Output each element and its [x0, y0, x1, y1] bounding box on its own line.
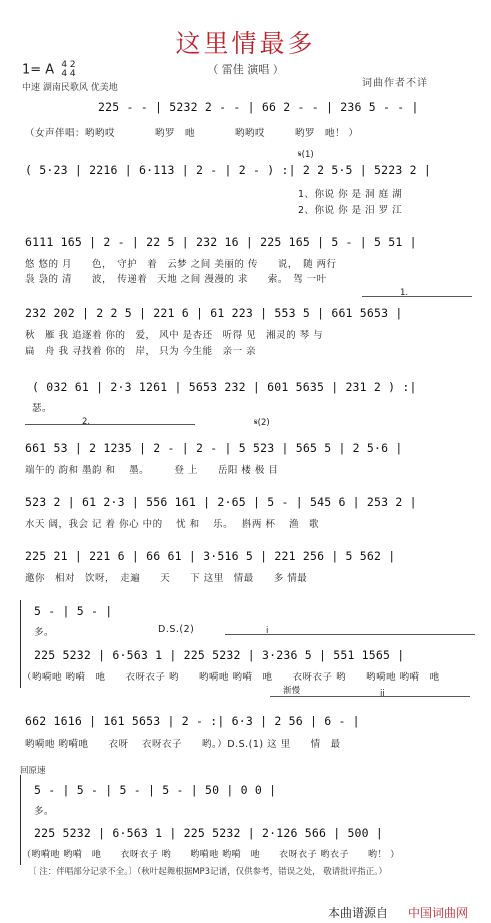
notation-line-12: 5 - | 5 - | 5 - | 5 - | 50 | 0 0 |: [34, 783, 277, 797]
section-bracket-ii: [270, 696, 470, 697]
lyric-line-11: 哟嗬吔 哟嗬吔 衣呀 衣呀衣子 哟。）D.S.(1) 这 里 情 最: [25, 739, 341, 750]
notation-line-7: 523 2 | 61 2·3 | 556 161 | 2·65 | 5 - | 545 6 | 253 2 |: [25, 495, 417, 509]
a-tempo-mark: 回原速: [20, 766, 46, 776]
notation-line-6: 661 53 | 2 1235 | 2 - | 2 - | 5 523 | 565 5 | 2 5·6 |: [25, 441, 403, 455]
section-i-label: i: [266, 626, 269, 636]
notation-line-13: 225 5232 | 6·563 1 | 225 5232 | 2·126 566 | 500 |: [34, 826, 384, 840]
lyric-line-7: 水天 阔，我会 记 着 你心 中的 忧 和 乐。 斟两 杯 渔 歌: [25, 519, 319, 530]
lyric-line-4a: 秋 雁 我 追逐着 你的 爱， 风中 是杏还 听得 见 湘灵的 琴 与: [25, 330, 324, 341]
lyric-line-3b: 袅 袅的 清 波， 传递着 天地 之间 漫漫的 求 索。 驾 一叶: [25, 274, 327, 285]
lyric-line-3a: 悠 悠的 月 色， 守护 着 云梦 之间 美丽的 传 说， 随 两行: [25, 259, 337, 270]
system-brace-1: [20, 600, 21, 688]
notation-line-9: 5 - | 5 - |: [34, 604, 113, 618]
notation-line-5: ( 032 61 | 2·3 1261 | 5653 232 | 601 5635 | 231 2 ) :|: [32, 380, 417, 394]
section-bracket-i: [225, 634, 475, 635]
tempo-marking: 中速 湖南民歌风 优美地: [22, 83, 118, 93]
footnote: 〔 注：伴唱部分记录不全。〕（秋叶起舞根据MP3记谱，仅供参考，错误之处， 敬请批评指正。）: [28, 867, 388, 877]
time-bottom: 4 4: [61, 69, 76, 79]
notation-line-2: ( 5·23 | 2216 | 6·113 | 2 - | 2 - ) :| 2 2 5·5 | 5223 2 |: [25, 163, 432, 177]
time-signature: [61, 61, 75, 79]
ds2-mark: D.S.(2): [158, 624, 195, 635]
lyric-line-8: 邀你 相对 饮呀， 走遍 天 下 这里 情最 多 情最: [25, 573, 308, 584]
lyric-line-4b: 扁 舟 我 寻找着 你的 岸， 只为 今生能 亲一 亲: [25, 346, 257, 357]
key-label: 1= A: [22, 62, 55, 78]
segno-mark-1: 𝄋(1): [298, 150, 314, 160]
notation-line-4: 232 202 | 2 2 5 | 221 6 | 61 223 | 553 5 | 661 5653 |: [25, 306, 403, 320]
lyric-line-2b: 2、你说 你 是 汨 罗 江: [298, 205, 403, 216]
section-ii-label: ii: [380, 689, 385, 699]
notation-line-10: 225 5232 | 6·563 1 | 225 5232 | 3·236 5 | 551 1565 |: [34, 648, 405, 662]
site-link[interactable]: 中国词曲网: [408, 906, 469, 920]
lyric-line-10: （哟嗬吔 哟嗬 吔 衣呀衣子 哟 哟嗬吔 哟嗬 吔 衣呀衣子 哟 哟嗬吔 哟嗬 吔: [22, 672, 440, 683]
ritardando-mark: 渐慢: [283, 686, 301, 696]
lyric-line-2a: 1、你说 你 是 洞 庭 湖: [298, 189, 403, 200]
volta-bracket-2: [25, 424, 195, 425]
composer-credit: 词曲作者不详: [362, 78, 428, 89]
lyric-line-9: 多。: [34, 627, 55, 638]
volta-1-label: 1.: [400, 288, 409, 298]
notation-line-1: 225 - - | 5232 2 - - | 66 2 - - | 236 5 - - |: [98, 100, 419, 114]
key-signature: [22, 61, 76, 79]
lyric-line-13: （哟嗬吔 哟嗬 吔 衣呀衣子 哟 哟嗬吔 哟嗬 吔 衣呀衣子 哟衣子 哟！ ）: [22, 850, 400, 860]
segno-mark-2: 𝄋(2): [254, 418, 270, 428]
lyric-line-12: 多。: [34, 806, 55, 817]
notation-line-11: 662 1616 | 161 5653 | 2 - :| 6·3 | 2 56 | 6 - |: [25, 714, 360, 728]
volta-bracket-1: [362, 296, 472, 297]
page-title: 这里情最多: [175, 29, 316, 58]
volta-2-label: 2.: [82, 417, 91, 427]
system-brace-2: [20, 775, 21, 865]
lyric-line-5: 瑟。: [32, 403, 53, 414]
source-label: 本曲谱源自: [328, 906, 389, 920]
time-top: 4 2: [61, 60, 76, 70]
notation-line-8: 225 21 | 221 6 | 66 61 | 3·516 5 | 221 256 | 5 562 |: [25, 549, 396, 563]
lyric-line-6: 端午的 韵和 墨韵 和 墨。 登 上 岳阳 楼 极 目: [25, 465, 279, 476]
notation-line-3: 6111 165 | 2 - | 22 5 | 232 16 | 225 165 | 5 - | 5 51 |: [25, 235, 417, 249]
lyric-line-1: （女声伴唱：哟哟哎 哟罗 吔 哟哟哎 哟罗 吔！ ）: [25, 128, 359, 139]
singer-credit: （ 雷佳 演唱 ）: [207, 63, 284, 76]
